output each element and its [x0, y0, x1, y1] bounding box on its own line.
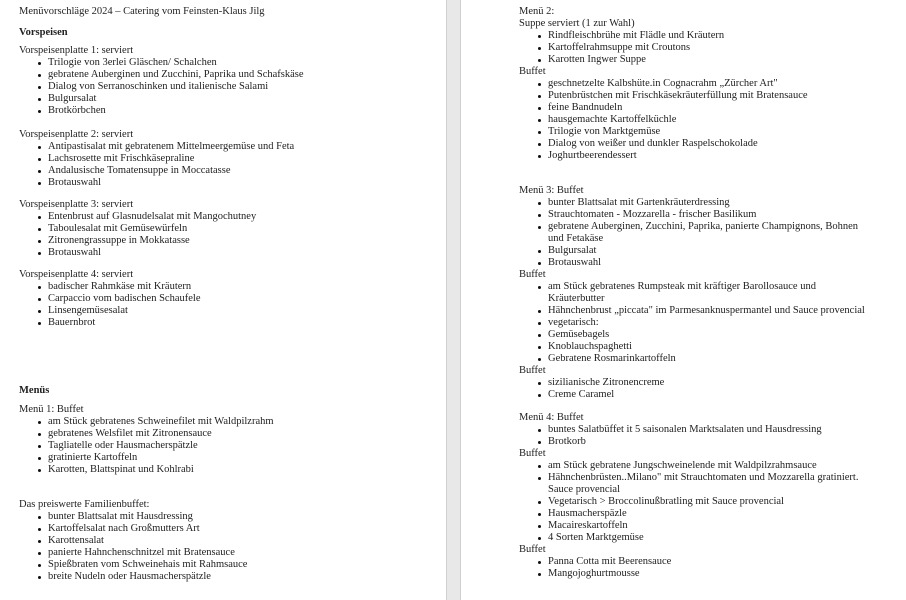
list-item: gebratenes Welsfilet mit Zitronensauce: [48, 428, 429, 440]
group-label: Vorspeisenplatte 3: serviert: [19, 199, 134, 210]
document-page-2: [460, 0, 906, 600]
group-label: Buffet: [519, 66, 546, 77]
menu-4-main: [519, 448, 869, 544]
bullet-list: [519, 460, 869, 544]
list-item: geschnetzelte Kalbshüte.in Cognacrahm „Zürcher Art": [548, 78, 869, 90]
bullet-list: [19, 141, 429, 189]
list-item: Entenbrust auf Glasnudelsalat mit Mangochutney: [48, 211, 429, 223]
list-item: hausgemachte Kartoffelküchle: [548, 114, 869, 126]
list-item: Bulgursalat: [548, 245, 869, 257]
list-item: panierte Hahnchenschnitzel mit Bratensauce: [48, 547, 429, 559]
group-label: Buffet: [519, 544, 546, 555]
group-label: Menü 3: Buffet: [519, 185, 584, 196]
group-label: Buffet: [519, 365, 546, 376]
group-label: Suppe serviert (1 zur Wahl): [519, 18, 635, 29]
group-label: Vorspeisenplatte 4: serviert: [19, 269, 134, 280]
list-item: Dialog von weißer und dunkler Raspelschokolade: [548, 138, 869, 150]
list-item: Strauchtomaten - Mozzarella - frischer Basilikum: [548, 209, 869, 221]
list-item: gebratene Auberginen, Zucchini, Paprika, panierte Champignons, Bohnen und Fetakäse: [548, 221, 869, 245]
menu-2-buffet: [519, 66, 869, 162]
list-item: Lachsrosette mit Frischkäsepraline: [48, 153, 429, 165]
list-item: feine Bandnudeln: [548, 102, 869, 114]
group-label: Menü 4: Buffet: [519, 412, 584, 423]
menu-2-label: Menü 2:: [519, 6, 555, 17]
menu-2-suppe: [519, 18, 869, 66]
list-item: bunter Blattsalat mit Gartenkräuterdressing: [548, 197, 869, 209]
list-item: badischer Rahmkäse mit Kräutern: [48, 281, 429, 293]
list-item: Creme Caramel: [548, 389, 869, 401]
platte-1: [19, 45, 429, 117]
list-item: Vegetarisch > Broccolinußbratling mit Sauce provencial: [548, 496, 869, 508]
list-item: Zitronengrassuppe in Mokkatasse: [48, 235, 429, 247]
list-item: Carpaccio vom badischen Schaufele: [48, 293, 429, 305]
bullet-list: [519, 197, 869, 269]
list-item: am Stück gebratene Jungschweinelende mit Waldpilzrahmsauce: [548, 460, 869, 472]
menu-1: [19, 404, 429, 476]
bullet-list: [19, 281, 429, 329]
bullet-list: [519, 424, 869, 448]
list-item: Panna Cotta mit Beerensauce: [548, 556, 869, 568]
menu-3-main: [519, 269, 869, 365]
list-item: Linsengemüsesalat: [48, 305, 429, 317]
group-label: Vorspeisenplatte 1: serviert: [19, 45, 134, 56]
list-item: vegetarisch:: [548, 317, 869, 329]
list-item: Brotauswahl: [548, 257, 869, 269]
menu-3-salads: [519, 185, 869, 269]
list-item: Rindfleischbrühe mit Flädle und Kräutern: [548, 30, 869, 42]
bullet-list: [19, 57, 429, 117]
list-item: Joghurtbeerendessert: [548, 150, 869, 162]
group-label: Buffet: [519, 269, 546, 280]
list-item: Brotauswahl: [48, 177, 429, 189]
list-item: Andalusische Tomatensuppe in Moccatasse: [48, 165, 429, 177]
list-item: Knoblauchspaghetti: [548, 341, 869, 353]
bullet-list: [19, 211, 429, 259]
list-item: Hähnchenbrust „piccata" im Parmesanknuspermantel und Sauce provencial: [548, 305, 869, 317]
list-item: buntes Salatbüffet it 5 saisonalen Marktsalaten und Hausdressing: [548, 424, 869, 436]
list-item: Putenbrüstchen mit Frischkäsekräuterfüllung mit Bratensauce: [548, 90, 869, 102]
list-item: Gebratene Rosmarinkartoffeln: [548, 353, 869, 365]
group-label: Buffet: [519, 448, 546, 459]
list-item: am Stück gebratenes Schweinefilet mit Waldpilzrahm: [48, 416, 429, 428]
menu-4-dessert: [519, 544, 869, 580]
menu-3-dessert: [519, 365, 869, 401]
bullet-list: [519, 78, 869, 162]
list-item: Trilogie von Marktgemüse: [548, 126, 869, 138]
list-item: Tagliatelle oder Hausmacherspätzle: [48, 440, 429, 452]
list-item: breite Nudeln oder Hausmacherspätzle: [48, 571, 429, 583]
group-label: Das preiswerte Familienbuffet:: [19, 499, 150, 510]
menu-4: [519, 412, 869, 580]
list-item: gratinierte Kartoffeln: [48, 452, 429, 464]
list-item: Trilogie von 3erlei Gläschen/ Schalchen: [48, 57, 429, 69]
list-item: Brotauswahl: [48, 247, 429, 259]
list-item: Karotten, Blattspinat und Kohlrabi: [48, 464, 429, 476]
list-item: Gemüsebagels: [548, 329, 869, 341]
list-item: Mangojoghurtmousse: [548, 568, 869, 580]
list-item: Spießbraten vom Schweinehais mit Rahmsauce: [48, 559, 429, 571]
list-item: bunter Blattsalat mit Hausdressing: [48, 511, 429, 523]
bullet-list: [519, 30, 869, 66]
list-item: Taboulesalat mit Gemüsewürfeln: [48, 223, 429, 235]
platte-3: [19, 199, 429, 259]
group-label: Vorspeisenplatte 2: serviert: [19, 129, 134, 140]
list-item: Kartoffelrahmsuppe mit Croutons: [548, 42, 869, 54]
list-item: Hausmacherspäzle: [548, 508, 869, 520]
list-item: Macaireskartoffeln: [548, 520, 869, 532]
list-item: Brotkorb: [548, 436, 869, 448]
section-heading-menus: Menüs: [19, 385, 50, 396]
list-item: gebratene Auberginen und Zucchini, Paprika und Schafskäse: [48, 69, 429, 81]
list-item: Antipastisalat mit gebratenem Mittelmeergemüse und Feta: [48, 141, 429, 153]
list-item: 4 Sorten Marktgemüse: [548, 532, 869, 544]
list-item: Brotkörbchen: [48, 105, 429, 117]
list-item: Karotten Ingwer Suppe: [548, 54, 869, 66]
list-item: Bulgursalat: [48, 93, 429, 105]
menu-3: [519, 185, 869, 401]
bullet-list: [519, 281, 869, 365]
section-heading-vorspeisen: Vorspeisen: [19, 27, 68, 38]
bullet-list: [19, 416, 429, 476]
list-item: Dialog von Serranoschinken und italienische Salami: [48, 81, 429, 93]
document-page-1: [0, 0, 447, 600]
document-title: Menüvorschläge 2024 – Catering vom Feinsten-Klaus Jilg: [19, 6, 265, 17]
list-item: am Stück gebratenes Rumpsteak mit kräftiger Barollosauce und Kräuterbutter: [548, 281, 869, 305]
menu-4-salads: [519, 412, 869, 448]
bullet-list: [19, 511, 429, 583]
menu-2: [519, 6, 869, 162]
bullet-list: [519, 556, 869, 580]
list-item: Kartoffelsalat nach Großmutters Art: [48, 523, 429, 535]
list-item: sizilianische Zitronencreme: [548, 377, 869, 389]
group-label: Menü 1: Buffet: [19, 404, 84, 415]
platte-4: [19, 269, 429, 329]
bullet-list: [519, 377, 869, 401]
list-item: Karottensalat: [48, 535, 429, 547]
platte-2: [19, 129, 429, 189]
familienbuffet: [19, 499, 429, 583]
list-item: Bauernbrot: [48, 317, 429, 329]
list-item: Hähnchenbrüsten..Milano" mit Strauchtomaten und Mozzarella gratiniert. Sauce provencial: [548, 472, 869, 496]
